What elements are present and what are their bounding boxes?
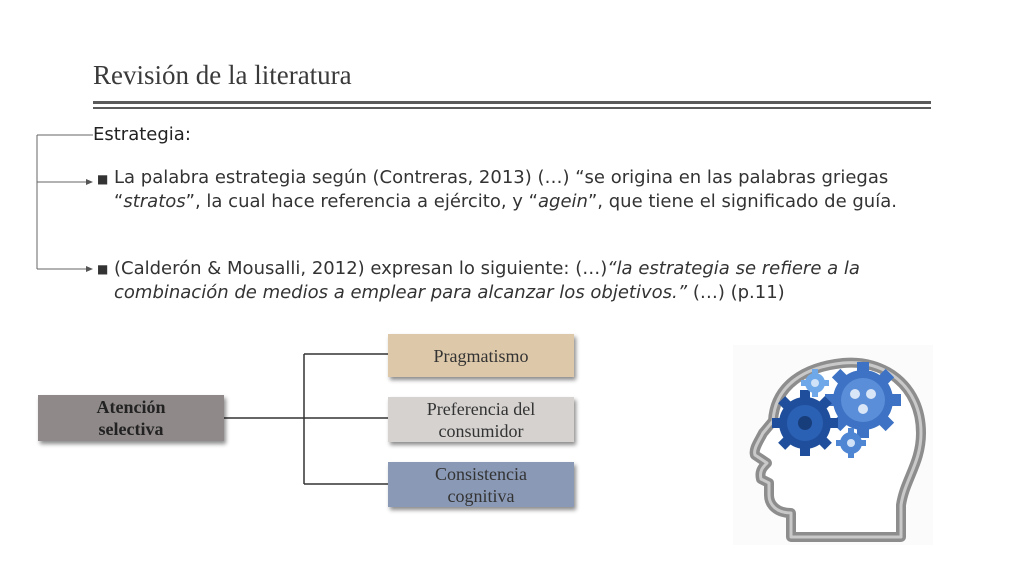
bullet-1-text-a: La palabra estrategia según (Contreras, 2013) (…) “se origina en las palabras griegas “ [114,167,889,212]
diagram-child-box-preferencia [388,397,574,442]
child-2-label-line2: consumidor [438,420,524,441]
head-with-gears-icon [733,345,933,545]
section-subtitle: Estrategia: [93,124,191,145]
child-2-label-line1: Preferencia del [426,398,536,419]
bullet-marker: ■ [97,262,109,276]
child-3-label-line1: Consistencia [435,463,527,484]
bullet-marker: ■ [97,172,109,186]
diagram-child-box-consistencia [388,462,574,507]
bullet-2-text-a: (Calderón & Mousalli, 2012) expresan lo siguiente: (…) [114,258,608,279]
bullet-1-text-b: ”, la cual hace referencia a ejército, y “ [185,191,539,212]
bullet-1-text-c: ”, que tiene el significado de guía. [587,191,897,212]
bullet-1-italic-agein: agein [538,191,588,212]
child-3-label-line2: cognitiva [447,485,515,506]
bullet-1-italic-stratos: stratos [123,191,186,212]
bullet-2-text-b: (…) (p.11) [687,282,785,303]
slide-title: Revisión de la literatura [93,60,352,90]
child-1-label: Pragmatismo [433,345,529,366]
bullet-2-italic-quote: “la estrategia se refiere a la combinación de medios a emplear para alcanzar los objetivos.” [114,258,860,303]
diagram-child-box-pragmatismo [388,334,574,377]
root-label-line1: Atención [96,397,166,417]
root-label-line2: selectiva [98,419,164,439]
diagram-root-box [38,395,224,441]
